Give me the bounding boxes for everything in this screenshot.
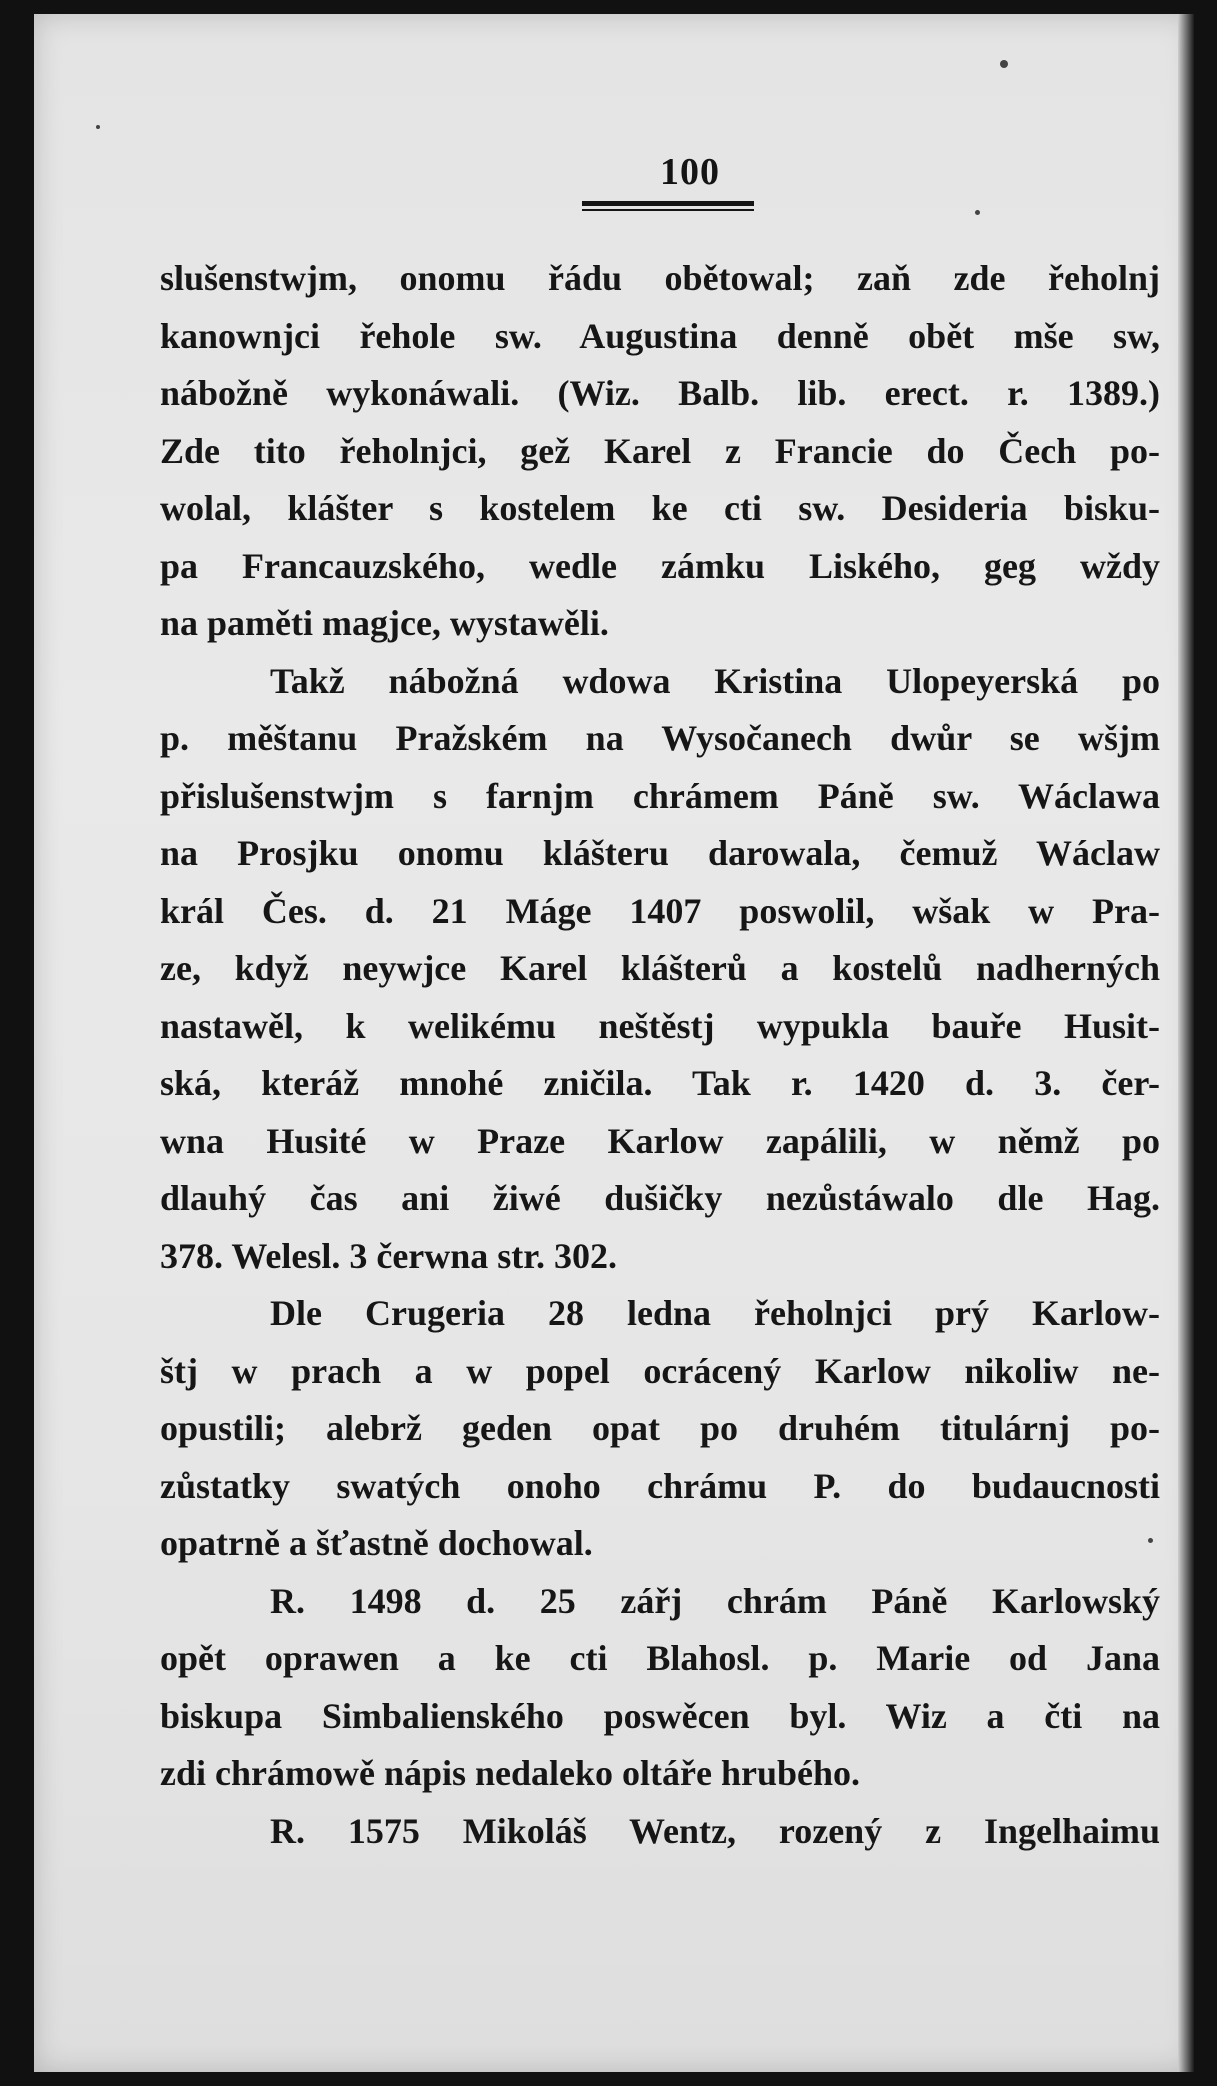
text-line: biskupa Simbalienského poswěcen byl. Wiz a čti na	[160, 1695, 1160, 1736]
ink-speck	[975, 210, 980, 215]
text-line: Zde tito řeholnjci, gež Karel z Francie do Čech po-	[160, 430, 1160, 471]
text-line: na Prosjku onomu klášteru darowala, čemuž Wáclaw	[160, 833, 1160, 873]
text-line: dlauhý čas ani žiwé dušičky nezůstáwalo dle Hag.	[160, 1178, 1160, 1218]
page-edge-shadow	[1178, 14, 1194, 2072]
header-rule-thin	[582, 209, 754, 211]
text-line: slušenstwjm, onomu řádu obětowal; zaň zde řeholnj	[160, 258, 1160, 298]
text-line: nábožně wykonáwali. (Wiz. Balb. lib. erect. r. 1389.)	[160, 373, 1160, 413]
text-line: zdi chrámowě nápis nedaleko oltáře hrubého.	[160, 1753, 861, 1793]
text-line: zůstatky swatých onoho chrámu P. do budaucnosti	[160, 1465, 1160, 1506]
ink-speck	[1148, 1538, 1153, 1543]
text-line: wna Husité w Praze Karlow zapálili, w němž po	[160, 1120, 1160, 1161]
text-line: ze, když neywjce Karel klášterů a kostelů nadherných	[160, 948, 1160, 988]
ink-speck	[96, 125, 100, 129]
text-line: 378. Welesl. 3 čerwna str. 302.	[160, 1235, 617, 1276]
text-line: přislušenstwjm s farnjm chrámem Páně sw. Wáclawa	[160, 775, 1160, 816]
text-line: R. 1575 Mikoláš Wentz, rozený z Ingelhaimu	[270, 1810, 1160, 1851]
text-line: kanownjci řehole sw. Augustina denně obět mše sw,	[160, 315, 1160, 356]
text-line: p. měštanu Pražském na Wysočanech dwůr se wšjm	[160, 718, 1160, 758]
text-line: Dle Crugeria 28 ledna řeholnjci prý Karlow-	[270, 1293, 1160, 1333]
text-line: štj w prach a w popel ocrácený Karlow nikoliw ne-	[160, 1350, 1160, 1391]
text-line: pa Francauzského, wedle zámku Liského, geg wždy	[160, 545, 1160, 586]
text-line: opatrně a šťastně dochowal.	[160, 1523, 593, 1563]
text-line: na paměti magjce, wystawěli.	[160, 603, 609, 643]
text-line: král Čes. d. 21 Máge 1407 poswolil, wšak w Pra-	[160, 890, 1160, 931]
text-line: R. 1498 d. 25 zářj chrám Páně Karlowský	[270, 1580, 1160, 1621]
text-line: wolal, klášter s kostelem ke cti sw. Desideria bisku-	[160, 488, 1160, 528]
ink-speck	[1000, 60, 1008, 68]
text-line: nastawěl, k welikému neštěstj wypukla bauře Husit-	[160, 1005, 1160, 1046]
text-line: Takž nábožná wdowa Kristina Ulopeyerská po	[270, 660, 1160, 701]
body-text	[160, 250, 1160, 1860]
page-number: 100	[660, 151, 720, 193]
text-line: opustili; alebrž geden opat po druhém titulárnj po-	[160, 1408, 1160, 1448]
text-line: ská, kteráž mnohé zničila. Tak r. 1420 d. 3. čer-	[160, 1063, 1160, 1103]
header-rule-thick	[582, 201, 754, 206]
text-line: opět oprawen a ke cti Blahosl. p. Marie od Jana	[160, 1638, 1160, 1678]
